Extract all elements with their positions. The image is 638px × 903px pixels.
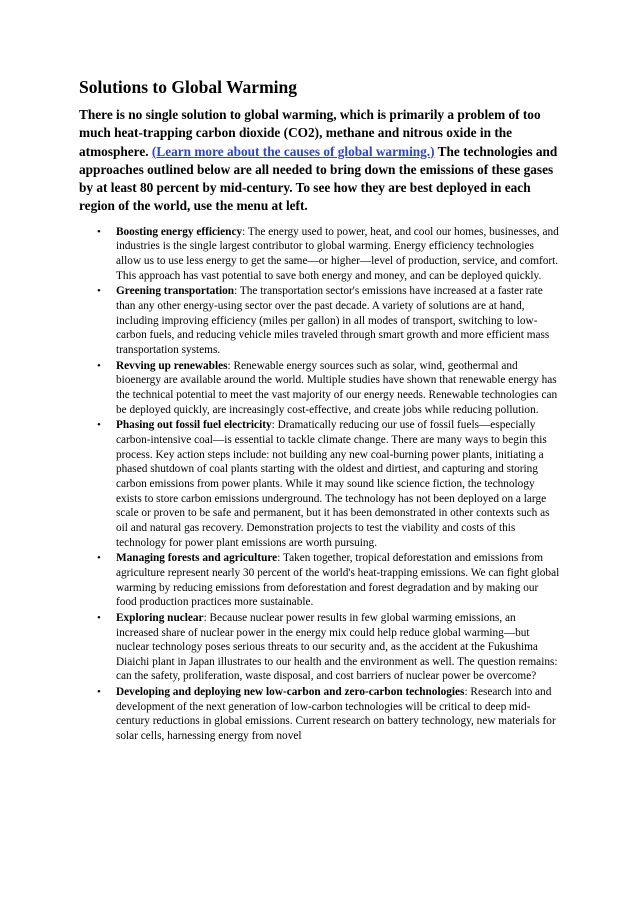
- list-item-low-carbon-technologies: [79, 685, 561, 744]
- list-item-text: : The energy used to power, heat, and cool our homes, businesses, and industries is the single largest contributor to global warming. Energy efficiency technologies allow us to use less energy to get the same—or higher—level of production, service, and comfort. This approach has vast potential to save both energy and money, and can be deployed quickly.: [116, 225, 559, 282]
- intro-text-before-link: There is no single solution to global warming, which is primarily a problem of too much heat-trapping carbon dioxide (CO2), methane and nitrous oxide in the atmosphere.: [79, 107, 541, 159]
- bullet-icon: •: [97, 686, 101, 699]
- list-item-text: : Dramatically reducing our use of fossil fuels—especially carbon-intensive coal—is essential to tackle climate change. There are many ways to begin this process. Key action steps include: not building any new coal-burning power plants, initiating a phased shutdown of coal plants starting with the oldest and dirtiest, and capturing and storing carbon emissions from power plants. While it may sound like science fiction, the technology exists to store carbon emissions underground. The technology has not been deployed on a large scale or proven to be safe and permanent, but it has been demonstrated in other contexts such as oil and natural gas recovery. Demonstration projects to test the viability and costs of this technology for power plant emissions are worth pursuing.: [116, 419, 550, 549]
- list-item-term: Developing and deploying new low-carbon and zero-carbon technologies: [116, 686, 465, 699]
- intro-paragraph: [79, 106, 561, 216]
- document-page: [79, 76, 561, 745]
- list-item-term: Exploring nuclear: [116, 611, 204, 624]
- bullet-icon: •: [97, 225, 101, 238]
- bullet-icon: •: [97, 419, 101, 432]
- list-item-boosting-energy-efficiency: [79, 225, 561, 284]
- list-item-term: Greening transportation: [116, 285, 235, 298]
- list-item-managing-forests-and-agriculture: [79, 551, 561, 610]
- page-title: Solutions to Global Warming: [79, 77, 297, 97]
- intro-text-after-link: The technologies and approaches outlined below are all needed to bring down the emissions of these gases by at least 80 percent by mid-century. To see how they are best deployed in each region of the world, use the menu at left.: [79, 143, 558, 214]
- bullet-icon: •: [97, 552, 101, 565]
- list-item-term: Boosting energy efficiency: [116, 225, 243, 238]
- bullet-icon: •: [97, 611, 101, 624]
- list-item-text: : Renewable energy sources such as solar, wind, geothermal and bioenergy are available around the world. Multiple studies have shown that renewable energy has the technical potential to meet the vast majority of our energy needs. Renewable technologies can be deployed quickly, are increasingly cost-effective, and create jobs while reducing pollution.: [116, 359, 558, 416]
- list-item-text: : Taken together, tropical deforestation and emissions from agriculture represent nearly 30 percent of the world's heat-trapping emissions. We can fight global warming by reducing emissions from deforestation and forest degradation and by making our food production practices more sustainable.: [116, 552, 560, 609]
- solutions-list: [79, 225, 561, 744]
- list-item-text: : Because nuclear power results in few global warming emissions, an increased share of nuclear power in the energy mix could help reduce global warming—but nuclear technology poses serious threats to our security and, as the accident at the Fukushima Diaichi plant in Japan illustrates to our health and the environment as well. The question remains: can the safety, proliferation, waste disposal, and cost barriers of nuclear power be overcome?: [116, 611, 558, 683]
- bullet-icon: •: [97, 285, 101, 298]
- bullet-icon: •: [97, 359, 101, 372]
- list-item-term: Managing forests and agriculture: [116, 552, 278, 565]
- list-item-exploring-nuclear: [79, 611, 561, 684]
- list-item-term: Revving up renewables: [116, 359, 228, 372]
- list-item-text: : Research into and development of the next generation of low-carbon technologies will be critical to deep mid-century reductions in global emissions. Current research on battery technology, new materials for solar cells, harnessing energy from novel: [116, 686, 556, 743]
- list-item-term: Phasing out fossil fuel electricity: [116, 419, 272, 432]
- list-item-revving-up-renewables: [79, 359, 561, 418]
- list-item-greening-transportation: [79, 284, 561, 357]
- causes-of-global-warming-link[interactable]: (Learn more about the causes of global warming.): [151, 143, 435, 159]
- list-item-phasing-out-fossil-fuel-electricity: [79, 418, 561, 550]
- list-item-text: : The transportation sector's emissions have increased at a faster rate than any other energy-using sector over the past decade. A variety of solutions are at hand, including improving efficiency (miles per gallon) in all modes of transport, switching to low-carbon fuels, and reducing vehicle miles traveled through smart growth and more efficient mass transportation systems.: [116, 285, 550, 357]
